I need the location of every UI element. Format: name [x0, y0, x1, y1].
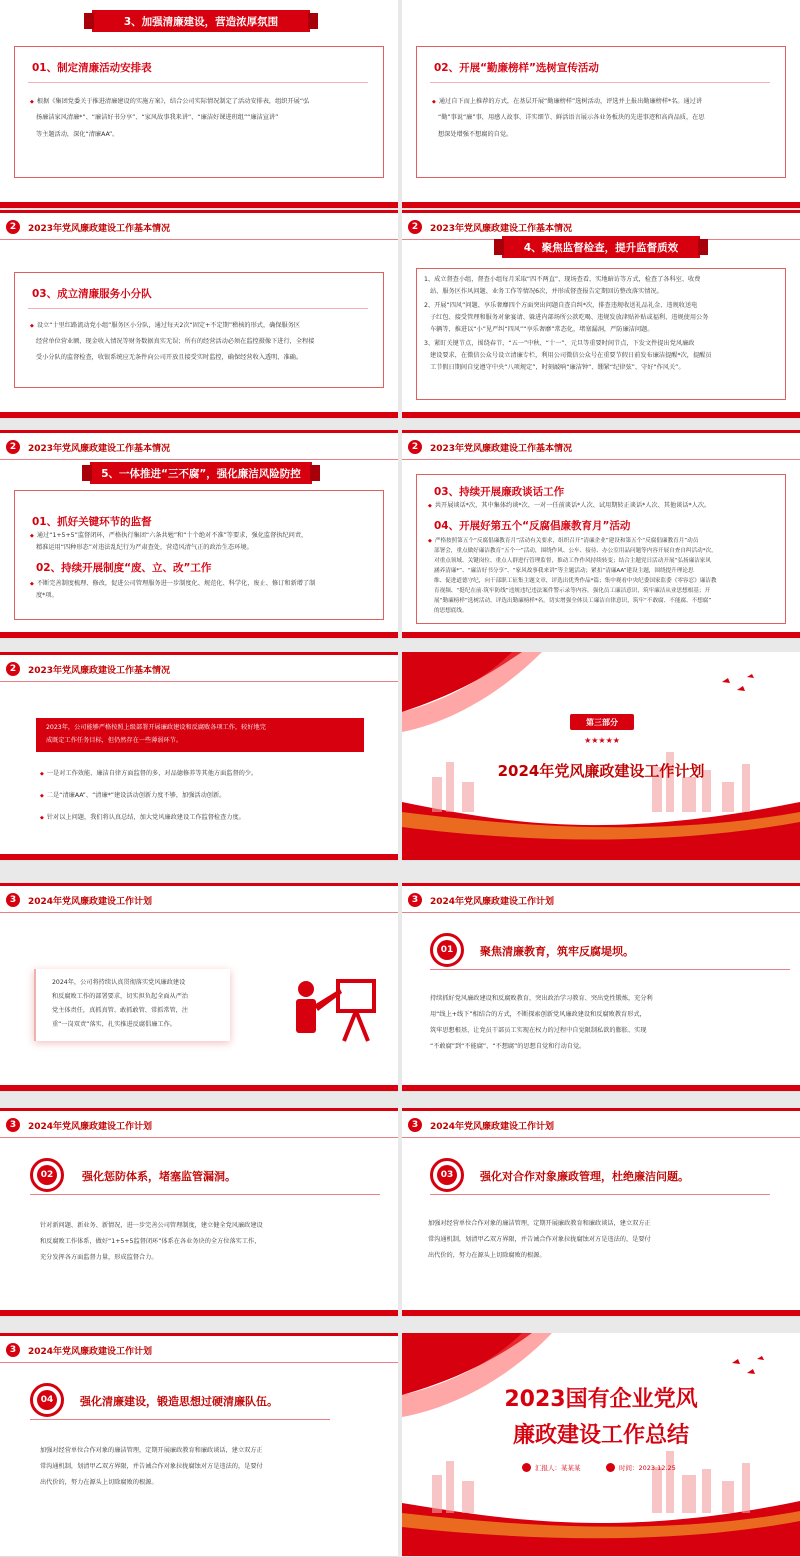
- body-text: ◆ 共开展谈话*次，其中集体约谈*次、一对一任前谈话*人次、试用期转正谈话*人次、其他谈话*人次。: [428, 500, 710, 512]
- slide-header: [6, 661, 170, 677]
- section-number-badge: 2: [408, 440, 422, 454]
- body-text: 育视频、“挺纪在前·筑牢防线”违规违纪违法案件警示录等内容，强化员工廉洁意识，筑牢廉洁从业思想根基；开: [434, 588, 711, 594]
- body-text: 部署会，重点做好廉洁教育“五个一”活动，围绕作风、公车、接待、办公室用品问题等内容开展自查自纠活动*次，: [434, 548, 717, 554]
- divider: [430, 1194, 770, 1195]
- top-bar: [402, 210, 800, 213]
- bottom-bar: [402, 412, 800, 418]
- header-title: 2024年党风廉政建设工作计划: [28, 896, 153, 907]
- slide-5[interactable]: [0, 430, 398, 639]
- body-text: 常沟通机制，划清甲乙双方界限，并告诫合作对象拉拢腐蚀对方是违法的，是要付: [428, 1236, 651, 1243]
- date-text: 时间：2023.12.25: [619, 1464, 676, 1472]
- body-text: 出代价的，努力在源头上切除腐败的根源。: [428, 1252, 546, 1259]
- slide-1[interactable]: [0, 0, 398, 209]
- top-bar: [0, 1108, 398, 1111]
- body-text: 维、促进道德守纪，向干部职工征集主题文章，评选出优秀作品*篇；集中观看中央纪委国家监委《零容忍》廉洁教: [434, 578, 717, 584]
- box-title: 01、制定清廉活动安排表: [32, 62, 152, 74]
- slide-3[interactable]: [0, 210, 398, 419]
- section-number-badge: 3: [408, 893, 422, 907]
- bottom-bar: [402, 1085, 800, 1091]
- banner-text: 2023年，公司能够严格按照上级部署开展廉政建设和反腐败各项工作，较好地完: [46, 724, 266, 731]
- header-title: 2023年党风廉政建设工作基本情况: [430, 223, 573, 234]
- body-text: 加强对经营单位合作对象的廉洁管理，定期开展廉政教育和廉政谈话，建立双方正: [40, 1447, 263, 1454]
- slide-header: [6, 439, 170, 455]
- top-bar: [0, 883, 398, 886]
- slide-10[interactable]: [402, 883, 800, 1092]
- bottom-bar: [0, 202, 398, 208]
- slide-14-closing-cover[interactable]: [402, 1333, 800, 1557]
- bottom-bar: [0, 854, 398, 860]
- item-number: 01: [437, 940, 457, 960]
- body-text: 用“线上+线下”相结合的方式，不断探索创新党风廉政建设和反腐败教育形式，: [430, 1011, 646, 1018]
- body-text: “不敢腐”到“不能腐”、“不想腐”的思想自觉和行动自觉。: [430, 1043, 586, 1050]
- item-number-circle: [30, 1383, 64, 1417]
- reporter-info: [522, 1463, 581, 1472]
- top-bar: [402, 1108, 800, 1111]
- item-number: 02: [37, 1165, 57, 1185]
- date-info: [606, 1463, 676, 1472]
- content-box: [14, 490, 384, 620]
- header-divider: [0, 239, 398, 240]
- bullet-text: ◆ 针对以上问题，我们将认真总结，加大党风廉政建设工作监督检查力度。: [40, 812, 245, 824]
- divider: [28, 308, 368, 309]
- item-title: 聚焦清廉教育，筑牢反腐堤坝。: [480, 945, 634, 958]
- section-number-badge: 3: [6, 893, 20, 907]
- body-text: 对重点领域、关键岗位、重点人群进行管理监督，推动工作作风持续转变；结合主题党日活动开展“弘扬廉洁家风: [434, 558, 711, 564]
- slide-header: [6, 892, 152, 908]
- header-divider: [402, 1137, 800, 1138]
- slide-13[interactable]: [0, 1333, 398, 1557]
- body-text: ◆ 通过“1+5+5”监督闭环，严格执行集团“六条共勉”和“十个绝对不准”等要求，强化监督执纪问责，: [30, 530, 307, 542]
- top-bar: [0, 430, 398, 433]
- top-bar: [0, 210, 398, 213]
- header-title: 2023年党风廉政建设工作基本情况: [28, 665, 171, 676]
- item-number-circle: [30, 1158, 64, 1192]
- divider: [430, 969, 790, 970]
- body-text: 建设要求，在微信公众号设立清廉专栏，利用公司微信公众号在重要节假日前发布廉洁提醒*次，提醒员: [430, 352, 712, 359]
- slide-11[interactable]: [0, 1108, 398, 1317]
- slide-header: [6, 1342, 152, 1358]
- top-bar: [402, 883, 800, 886]
- bottom-bar: [0, 1085, 398, 1091]
- bottom-bar: [402, 202, 800, 208]
- section-number-badge: 2: [408, 220, 422, 234]
- header-title: 2023年党风廉政建设工作基本情况: [28, 443, 171, 454]
- body-text: ◆ 不断完善制度梳理、修改，促进公司管理服务进一步制度化、规范化、科学化，废止、修订和新增了制: [30, 578, 315, 590]
- top-bar: [402, 430, 800, 433]
- body-text: 等主题活动，深化“清廉AA”。: [36, 131, 119, 138]
- banner-text: 成既定工作任务目标，但仍然存在一些薄弱环节。: [46, 737, 183, 744]
- body-text: ◆ 根据《集团党委关于推进清廉建设的实施方案》，结合公司实际情况制定了活动安排表，组织开展“弘: [30, 96, 309, 108]
- body-text: 扬廉洁家风清廉*”、“廉洁好书分享”、“家风故事我来讲”、“廉洁好课进班组”“廉洁宣讲”: [36, 114, 279, 121]
- body-text: 度*项。: [36, 592, 58, 599]
- bottom-bar: [0, 412, 398, 418]
- body-text: 持续抓好党风廉政建设和反腐败教育，突出政治学习教育、突出党性锻炼，充分利: [430, 995, 653, 1002]
- body-text: 展“勤廉榜样”选树活动，评选出勤廉榜样*名。切实增强全体员工廉洁自律意识，筑牢“不敢腐、不能腐、不想腐”: [434, 598, 712, 604]
- divider: [30, 1419, 330, 1420]
- header-divider: [402, 459, 800, 460]
- body-text: 经营单位营业额、现金收入情况等财务数据真实无误；所有的经营活动必须在监控摄像下进行，全程接: [36, 338, 315, 345]
- header-divider: [0, 1137, 398, 1138]
- bullet-text: ◆ 一是对工作效能、廉洁自律方面监督的多，对品德修养等其他方面监督的少。: [40, 768, 257, 780]
- bottom-bar: [402, 632, 800, 638]
- divider: [430, 82, 770, 83]
- body-text: 针对新问题、新业务、新情况，进一步完善公司管理制度，建立健全党风廉政建设: [40, 1222, 263, 1229]
- body-text: 加强对经营单位合作对象的廉洁管理，定期开展廉政教育和廉政谈话，建立双方正: [428, 1220, 651, 1227]
- slide-2[interactable]: [402, 0, 800, 209]
- header-divider: [402, 912, 800, 913]
- box-title: 03、成立清廉服务小分队: [32, 288, 152, 300]
- header-title: 2024年党风廉政建设工作计划: [430, 1121, 555, 1132]
- slide-header: [408, 892, 554, 908]
- section-number-badge: 2: [6, 662, 20, 676]
- body-text: 常沟通机制，划清甲乙双方界限，并告诫合作对象拉拢腐蚀对方是违法的，是要付: [40, 1463, 263, 1470]
- header-divider: [0, 681, 398, 682]
- top-bar: [0, 1333, 398, 1336]
- person-icon: [522, 1463, 531, 1472]
- body-text: “勤”事说“廉”事，用感人故事、详实细节、鲜活语言展示各业务板块的先进事迹和高尚品质，在思: [438, 114, 705, 121]
- header-title: 2024年党风廉政建设工作计划: [28, 1121, 153, 1132]
- box-title: 02、持续开展制度“废、立、改”工作: [36, 562, 212, 574]
- body-text: 2、开展“四风”问题、享乐奢靡四个方面突出问题自查自纠*次，排查违规收送礼品礼金、违规收送电: [424, 302, 698, 309]
- body-text: ◆ 设立“十里红路流动党小组”服务区小分队，通过每天2次“固定+不定期”稽核的形式，确保服务区: [30, 320, 300, 332]
- slide-header: [408, 219, 572, 235]
- reporter-text: 汇报人：某某某: [535, 1464, 581, 1472]
- item-number: 03: [437, 1165, 457, 1185]
- top-bar: [0, 652, 398, 655]
- slide-7[interactable]: [0, 652, 398, 861]
- body-text: 涵养清廉*”、“廉洁好书分享”、“家风故事我来讲”等主题活动；紧扣“清廉AA”建设主题，围绕提升理论思: [434, 568, 694, 574]
- cover-decoration: [402, 652, 800, 861]
- section-title: 2024年党风廉政建设工作计划: [497, 762, 705, 780]
- body-text: ◆ 严格按照第五个“反腐倡廉教育月”活动有关要求，组织召开“清廉企业”建设和第五个“反腐倡廉教育月”动员: [428, 536, 698, 546]
- body-text: 受小分队的监督检查，收银系统应无条件向公司开放且接受实时监控，确保经营收入透明、准确。: [36, 354, 303, 361]
- item-number: 04: [37, 1390, 57, 1410]
- closing-title-line2: 廉政建设工作总结: [512, 1423, 689, 1448]
- slide-header: [408, 439, 572, 455]
- body-text: 3、紧盯关键节点，围绕春节、“五一”中秋、“十一”、元旦等重要时间节点，下发文件提出党风廉政: [424, 340, 695, 347]
- stars-decoration: ★★★★★: [584, 736, 620, 745]
- header-divider: [0, 912, 398, 913]
- part-badge: 第三部分: [570, 714, 634, 730]
- bullet-text: ◆ 二是“清廉AA”、“清廉*”建设活动创新力度不够，加强活动创新。: [40, 790, 225, 802]
- section-number-badge: 3: [6, 1343, 20, 1357]
- body-text: 车辆等，推进以“小”见严纠“四风”“享乐奢靡”常态化，堵塞漏洞，严防廉洁问题。: [430, 326, 654, 333]
- slide-header: [6, 219, 170, 235]
- divider: [30, 1194, 380, 1195]
- box-title: 01、抓好关键环节的监督: [32, 516, 152, 528]
- body-text: 的思想底线。: [434, 608, 468, 614]
- bottom-bar: [0, 1310, 398, 1316]
- body-text: 工节假日期间自觉遵守中央“八项规定”，时刻敲响“廉洁钟”、绷紧“纪律弦”、守好“作风关”。: [430, 364, 685, 371]
- card-text: 2024年，公司将持续认真贯彻落实党风廉政建设: [52, 979, 186, 986]
- section-ribbon: 3、加强清廉建设，营造浓厚氛围: [92, 10, 310, 32]
- slide-8-section-cover[interactable]: [402, 652, 800, 861]
- header-title: 2024年党风廉政建设工作计划: [28, 1346, 153, 1357]
- body-text: 子红包、接受管理和服务对象宴请、躲进内部场所公款吃喝、违规发放津贴补贴或福利、违规使用公务: [430, 314, 709, 321]
- header-divider: [0, 1362, 398, 1363]
- body-text: ◆ 通过自下而上推荐的方式，在基层开展“勤廉榜样”选树活动，评选并上报出勤廉榜样*名。通过讲: [432, 96, 702, 108]
- body-text: 想深处增强不想腐的自觉。: [438, 131, 513, 138]
- item-title: 强化惩防体系，堵塞监管漏洞。: [82, 1170, 236, 1183]
- bottom-bar: [402, 1310, 800, 1316]
- body-text: 和反腐败工作体系，做好“1+5+5监督闭环”体系在各业务块的全方位落实工作，: [40, 1238, 261, 1245]
- slide-header: [408, 1117, 554, 1133]
- card-text: 重“一岗双责”落实，扎实推进反腐倡廉工作。: [52, 1021, 176, 1028]
- item-title: 强化清廉建设，锻造思想过硬清廉队伍。: [80, 1395, 278, 1408]
- box-title: 04、开展好第五个“反腐倡廉教育月”活动: [434, 520, 631, 532]
- section-number-badge: 2: [6, 440, 20, 454]
- item-number-circle: [430, 933, 464, 967]
- slide-6[interactable]: [402, 430, 800, 639]
- closing-title-line1: 2023国有企业党风: [504, 1387, 698, 1412]
- box-title: 02、开展“勤廉榜样”选树宣传活动: [434, 62, 599, 74]
- box-title: 03、持续开展廉政谈话工作: [434, 486, 565, 498]
- body-text: 充分发挥各方面监督力量，形成监督合力。: [40, 1254, 158, 1261]
- bottom-bar: [0, 632, 398, 638]
- header-divider: [0, 459, 398, 460]
- item-title: 强化对合作对象廉政管理，杜绝廉洁问题。: [480, 1170, 689, 1183]
- section-number-badge: 3: [408, 1118, 422, 1132]
- card-text: 党主体责任，真抓真管、敢抓敢管、常抓常管，注: [52, 1007, 189, 1014]
- section-number-badge: 3: [6, 1118, 20, 1132]
- section-ribbon: 5、一体推进“三不腐”，强化廉洁风险防控: [90, 462, 312, 484]
- section-ribbon: 4、聚焦监督检查，提升监督质效: [502, 236, 700, 258]
- clock-icon: [606, 1463, 615, 1472]
- body-text: 筑牢思想根基，让党员干部员工实现在权力的过程中自觉限制私欲的膨胀、实现: [430, 1027, 647, 1034]
- presenter-icon: [290, 975, 380, 1047]
- body-text: 出代价的，努力在源头上切除腐败的根源。: [40, 1479, 158, 1486]
- slide-12[interactable]: [402, 1108, 800, 1317]
- header-title: 2024年党风廉政建设工作计划: [430, 896, 555, 907]
- section-number-badge: 2: [6, 220, 20, 234]
- slide-header: [6, 1117, 152, 1133]
- header-title: 2023年党风廉政建设工作基本情况: [28, 223, 171, 234]
- item-number-circle: [430, 1158, 464, 1192]
- slide-9[interactable]: [0, 883, 398, 1092]
- divider: [28, 82, 368, 83]
- slide-4[interactable]: [402, 210, 800, 419]
- body-text: 精准运用“四种形态”对违法乱纪行为严肃查处，营造风清气正的政治生态环境。: [36, 544, 253, 551]
- card-text: 和反腐败工作的部署要求，切实担负起全面从严治: [52, 993, 189, 1000]
- header-title: 2023年党风廉政建设工作基本情况: [430, 443, 573, 454]
- body-text: 站、服务区作风问题、业务工作等情况6次，并形成督查报告定期回访整改落实情况。: [430, 288, 663, 295]
- body-text: 1、成立督查小组，督查小组每月采取“四不两直”、现场查看、实地暗访等方式，检查了各科室、收费: [424, 276, 701, 283]
